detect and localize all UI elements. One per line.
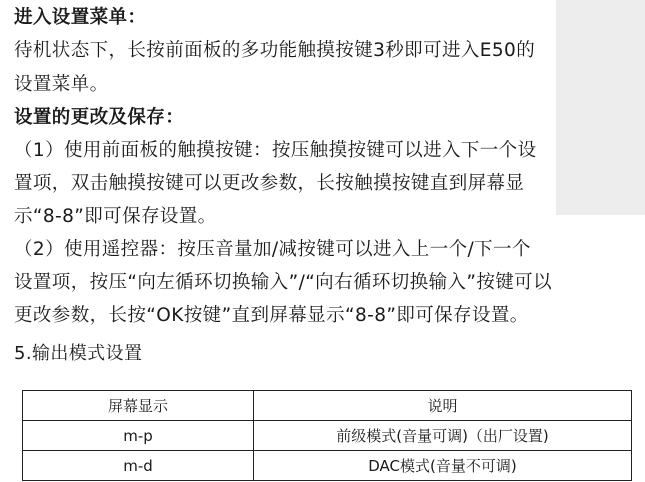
table-cell: m-d — [23, 451, 254, 481]
table-row — [23, 451, 632, 481]
table-header-cell: 说明 — [254, 391, 632, 421]
change-save-line-1: （1）使用前面板的触摸按键：按压触摸按键可以进入下一个设 — [14, 140, 537, 161]
output-mode-heading: 5.输出模式设置 — [14, 343, 143, 364]
table-cell: 前级模式(音量可调)（出厂设置) — [254, 421, 632, 451]
table-header-row — [23, 391, 632, 421]
enter-menu-line-1: 待机状态下，长按前面板的多功能触摸按键3秒即可进入E50的 — [14, 40, 536, 61]
output-mode-table — [22, 390, 632, 481]
table-header-cell: 屏幕显示 — [23, 391, 254, 421]
background-decoration — [556, 0, 645, 215]
change-save-line-3: 示“8-8”即可保存设置。 — [14, 206, 217, 227]
change-save-line-6: 更改参数，长按“OK按键”直到屏幕显示“8-8”即可保存设置。 — [14, 305, 529, 326]
table-cell: DAC模式(音量不可调) — [254, 451, 632, 481]
table-row — [23, 421, 632, 451]
change-save-heading: 设置的更改及保存： — [14, 107, 185, 128]
change-save-line-2: 置项，双击触摸按键可以更改参数，长按触摸按键直到屏幕显 — [14, 173, 525, 194]
change-save-line-5: 设置项，按压“向左循环切换输入”/“向右循环切换输入”按键可以 — [14, 272, 552, 293]
enter-menu-line-2: 设置菜单。 — [14, 74, 109, 95]
table-cell: m-p — [23, 421, 254, 451]
change-save-line-4: （2）使用遥控器：按压音量加/减按键可以进入上一个/下一个 — [14, 239, 531, 260]
enter-menu-heading: 进入设置菜单： — [14, 7, 147, 28]
